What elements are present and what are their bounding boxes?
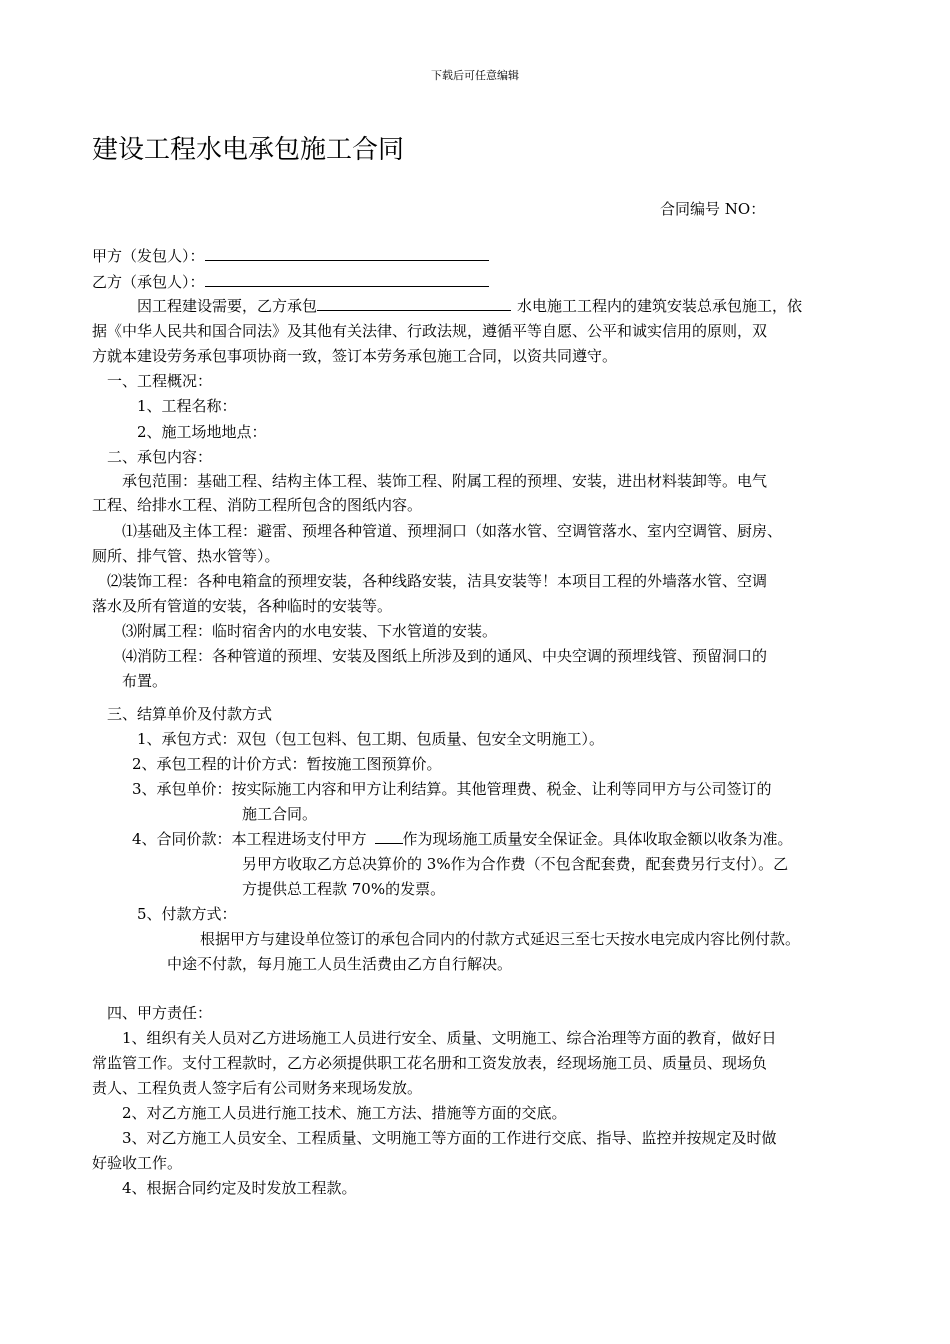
party-a-blank[interactable] [205,246,489,261]
party-a-label: 甲方（发包人）： [92,247,205,265]
page-header-note: 下载后可任意编辑 [431,69,519,82]
payment-line-1: 根据甲方与建设单位签订的承包合同内的付款方式延迟三至七天按水电完成内容比例付款。 [200,930,801,948]
duty-1-line-3: 责人、工程负责人签字后有公司财务来现场发放。 [92,1079,423,1097]
duty-1-line-1: 1、组织有关人员对乙方进场施工人员进行安全、质量、文明施工、综合治理等方面的教育，做好日 [122,1029,777,1047]
project-blank[interactable] [317,296,511,311]
party-b-line [92,272,489,292]
ancillary-line: ⑶附属工程：临时宿舍内的水电安装、下水管道的安装。 [122,622,498,640]
foundation-line-2: 厕所、排气管、热水管等）。 [92,547,280,565]
intro-line-3: 方就本建设劳务承包事项协商一致，签订本劳务承包施工合同，以资共同遵守。 [92,347,618,365]
scope-line-1: 承包范围：基础工程、结构主体工程、装饰工程、附属工程的预埋、安装，进出材料装卸等。电气 [122,472,768,490]
contract-price-text-a: 4、合同价款：本工程进场支付甲方 [132,830,367,848]
section-3-heading: 三、结算单价及付款方式 [107,705,273,723]
contract-mode-item: 1、承包方式：双包（包工包料、包工期、包质量、包安全文明施工）。 [137,730,605,748]
document-title: 建设工程水电承包施工合同 [92,135,405,165]
party-b-label: 乙方（承包人）： [92,273,205,291]
party-b-blank[interactable] [205,272,489,287]
fire-protection-line-2: 布置。 [122,672,168,690]
section-2-heading: 二、承包内容： [107,448,213,466]
duty-3-line-2: 好验收工作。 [92,1154,183,1172]
pricing-method-item: 2、承包工程的计价方式：暂按施工图预算价。 [132,755,442,773]
deposit-blank[interactable] [375,829,403,844]
project-name-item: 1、工程名称： [137,397,237,415]
contract-price-line-1 [132,829,793,849]
duty-4-line: 4、根据合同约定及时发放工程款。 [122,1179,357,1197]
site-location-item: 2、施工场地地点： [137,423,267,441]
foundation-line-1: ⑴基础及主体工程：避雷、预埋各种管道、预埋洞口（如落水管、空调管落水、室内空调管、厨房、 [122,522,783,540]
contract-price-line-3: 方提供总工程款 70%的发票。 [242,880,446,898]
section-4-heading: 四、甲方责任： [107,1004,213,1022]
duty-2-line: 2、对乙方施工人员进行施工技术、施工方法、措施等方面的交底。 [122,1104,567,1122]
decoration-line-1: ⑵装饰工程：各种电箱盒的预埋安装，各种线路安装，洁具安装等！本项目工程的外墙落水管、空调 [107,572,768,590]
contract-number-label: 合同编号 NO： [660,200,766,218]
fire-protection-line-1: ⑷消防工程：各种管道的预埋、安装及图纸上所涉及到的通风、中央空调的预埋线管、预留洞口的 [122,647,768,665]
intro-text-a: 因工程建设需要，乙方承包 [137,297,318,315]
payment-method-item: 5、付款方式： [137,905,237,923]
payment-line-2: 中途不付款，每月施工人员生活费由乙方自行解决。 [167,955,513,973]
scope-line-2: 工程、给排水工程、消防工程所包含的图纸内容。 [92,496,423,514]
unit-price-line-1: 3、承包单价：按实际施工内容和甲方让利结算。其他管理费、税金、让利等同甲方与公司签订的 [132,780,772,798]
duty-3-line-1: 3、对乙方施工人员安全、工程质量、文明施工等方面的工作进行交底、指导、监控并按规定及时做 [122,1129,777,1147]
contract-price-text-b: 作为现场施工质量安全保证金。具体收取金额以收条为准。 [402,830,793,848]
intro-text-b: 水电施工工程内的建筑安装总承包施工，依 [517,297,803,315]
unit-price-line-2: 施工合同。 [242,805,318,823]
intro-line-1 [137,296,802,316]
duty-1-line-2: 常监管工作。支付工程款时，乙方必须提供职工花名册和工资发放表，经现场施工员、质量员、现场负 [92,1054,768,1072]
section-1-heading: 一、工程概况： [107,372,213,390]
intro-line-2: 据《中华人民共和国合同法》及其他有关法律、行政法规，遵循平等自愿、公平和诚实信用的原则，双 [92,322,768,340]
party-a-line [92,246,489,266]
decoration-line-2: 落水及所有管道的安装，各种临时的安装等。 [92,597,393,615]
contract-price-line-2: 另甲方收取乙方总决算价的 3%作为合作费（不包含配套费，配套费另行支付）。乙 [242,855,789,873]
